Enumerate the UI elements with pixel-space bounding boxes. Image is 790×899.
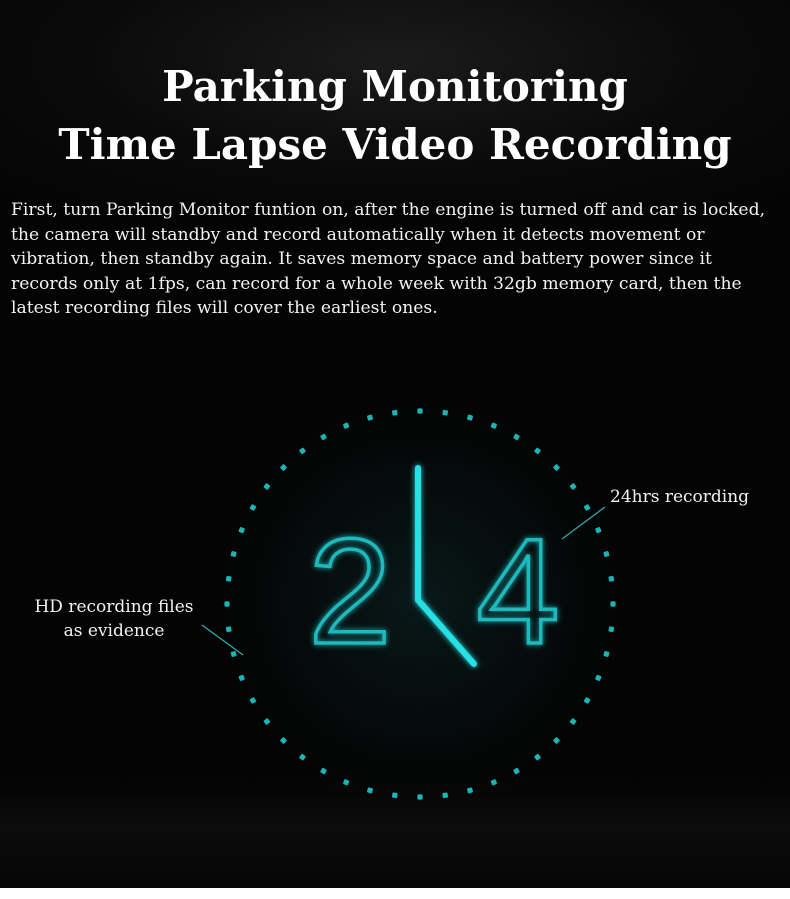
clock-tick (392, 410, 398, 416)
feature-description: First, turn Parking Monitor funtion on, after the engine is turned off and car is locked, the camera will standby and record automatically when it detects movement or vibration, then standby again. It saves memory space and battery power since it records only at 1fps, can record for a whole week with 32gb memory card, then the latest recording files will cover the earliest ones. (11, 200, 766, 319)
clock-tick (608, 626, 614, 632)
clock-digit-right: 4 (476, 507, 560, 675)
clock-tick (417, 794, 422, 799)
clock-tick (610, 601, 615, 606)
page-title-line-1: Parking Monitoring (162, 62, 628, 111)
callout-24hrs-recording: 24hrs recording (610, 487, 750, 507)
callout-hd-recording (31, 595, 197, 643)
clock-tick (224, 601, 229, 606)
clock-tick (442, 410, 448, 416)
clock-tick (226, 576, 232, 582)
page-title-line-2: Time Lapse Video Recording (58, 120, 732, 169)
callout-hd-line-2: as evidence (63, 621, 165, 641)
clock-tick (392, 792, 398, 798)
clock-tick (442, 792, 448, 798)
clock-tick (226, 626, 232, 632)
clock-digit-left: 2 (308, 507, 392, 675)
callout-hd-line-1: HD recording files (34, 597, 194, 617)
clock-tick (608, 576, 614, 582)
clock-tick (417, 408, 422, 413)
